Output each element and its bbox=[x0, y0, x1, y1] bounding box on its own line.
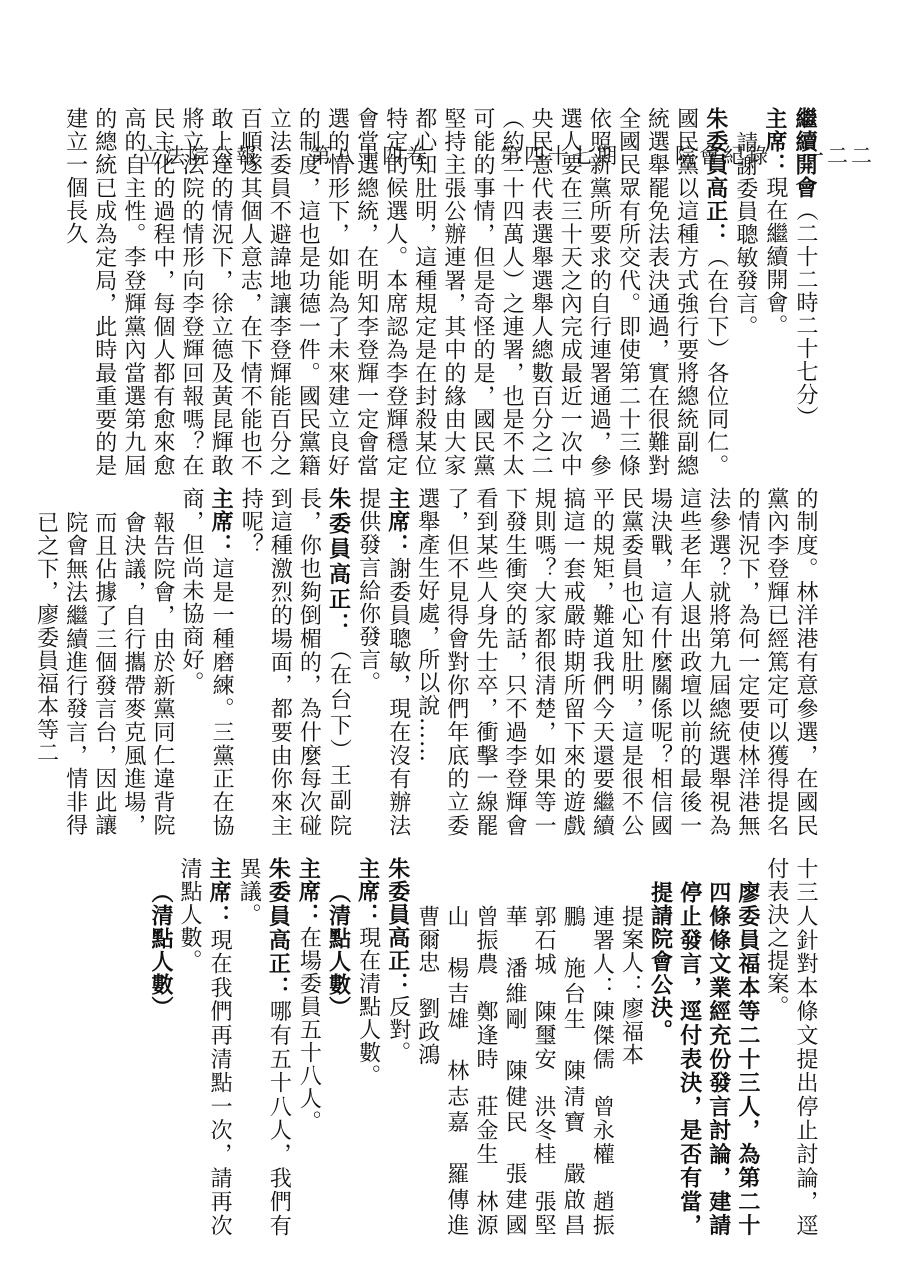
signatory-name: 曾永權 bbox=[589, 1095, 615, 1191]
signatory-name: 曹爾忠 bbox=[414, 905, 440, 998]
speech-text: 謝委員聰敏，現在沒有辦法提供發言給你發言。 bbox=[355, 487, 411, 838]
signatory-name: 趙振鵬 bbox=[560, 905, 615, 1238]
signatory-list bbox=[413, 857, 617, 1261]
speech-text: （二十二時二十七分） bbox=[793, 199, 818, 429]
motion-text: 廖委員福本等二十三人，為第二十四條條文業經充份發言討論，建請停止發言，逕付表決，是否有當，提請院會公決。 bbox=[647, 881, 761, 1237]
record-paragraph: 報告院會，由於新黨同仁違背院會決議，自行攜帶麥克風進場，而且佔據了三個發言台，因此讓院會無法繼續進行發言，情非得已之下，廖委員福本等二 bbox=[33, 511, 175, 837]
signatory-name: 張建國 bbox=[502, 1162, 528, 1261]
signatory-name: 施台生 bbox=[560, 956, 586, 1060]
speech-paragraph bbox=[760, 107, 790, 477]
signatory-name: 洪冬桂 bbox=[531, 1095, 557, 1191]
signatory-name: 林志嘉 bbox=[443, 1059, 469, 1163]
speech-text: （在台下）各位同仁。國民黨以這種方式強行要將總統副總統選舉罷免法表決通過，實在很難對全國民眾有所交代。即使第二十三條依照新黨所要求的自行連署通過，參選人要在三十天之內完成最近一次中央民意代表選舉選舉人總數百分之二（約二十四萬人）之連署，也是不太可能的事情，但是奇怪的是，國民黨堅持主張公辦連署，其中的緣由大家都心知肚明，這種規定是在封殺某位特定的候選人。本席認為李登輝穩定會當選總統，在明知李登輝一定會當選的情形下，如能為了未來建立良好的制度，這也是功德一件。國民黨籍立法委員不避諱地讓李登輝能百分之百順遂其個人意志，在下情不能也不敢上達的情況下，徐立德及黃昆輝敢將立法院的情形向李登輝回報嗎？在民主化的過程中，每個人都有愈來愈高的自主性。李登輝黨內當選第九屆的總統已成為定局，此時最重要的是建立一個長久 bbox=[62, 107, 729, 478]
speech-text: 這是一種磨練。三黨正在協商，但尚未協商好。 bbox=[179, 487, 235, 838]
text-column-3 bbox=[95, 857, 820, 1261]
section-label: 院會紀錄 bbox=[675, 144, 771, 168]
gazette-title: 立法院公報 bbox=[140, 144, 260, 168]
speaker-label: 主席： bbox=[761, 107, 788, 176]
text-column-2 bbox=[33, 487, 820, 838]
speech-paragraph bbox=[353, 857, 383, 1237]
signatory-name: 嚴啟昌 bbox=[560, 1162, 586, 1261]
speaker-label: 朱委員高正： bbox=[325, 487, 352, 638]
speaker-label: 朱委員高正： bbox=[702, 107, 729, 246]
signatory-name: 郭石城 bbox=[531, 905, 557, 1001]
signatory-name: 羅傳進 bbox=[443, 1162, 469, 1261]
speech-paragraph bbox=[790, 107, 820, 477]
text-column-1 bbox=[62, 107, 820, 478]
speech-text: 在場委員五十八人。 bbox=[296, 926, 322, 1133]
record-paragraph: （清點人數） bbox=[147, 881, 174, 1020]
speech-text: 哪有五十八人，我們有異議。 bbox=[236, 857, 292, 1238]
record-paragraph: 的制度。林洋港有意參選，在國民黨內李登輝已經篤定可以獲得提名的情況下，為何一定要使林洋港無法參選？就將第九屆總統選舉視為這些老年人退出政壇以前的最後一場決戰，這有什麼關係呢？相信國民黨委員也心知肚明，這是很不公平的規矩，難道我們今天還要繼續搞這一套戒嚴時期所留下來的遊戲規則嗎？大家都很清楚，如果等一下發生衝突的話，只不過李登輝會看到某些人身先士卒，衝擊一線罷了，但不見得會對你們年底的立委選舉產生好處，所以說…… bbox=[414, 487, 818, 837]
record-paragraph: 請謝委員聰敏發言。 bbox=[732, 131, 758, 339]
signatory-role: 提案人： bbox=[618, 905, 644, 998]
speech-paragraph bbox=[383, 857, 413, 1237]
speech-paragraph bbox=[293, 857, 323, 1237]
signatory-name: 鄭逢時 bbox=[472, 1000, 498, 1096]
issue-label: 第四十七期 bbox=[500, 144, 620, 168]
speaker-label: 主席： bbox=[208, 487, 235, 558]
signatory-name: 陳清寶 bbox=[560, 1059, 586, 1163]
signatory-name: 林源山 bbox=[443, 905, 498, 1238]
signatory-role: 連署人： bbox=[589, 905, 615, 1001]
speaker-label: 主席： bbox=[354, 857, 381, 926]
speech-paragraph bbox=[177, 487, 236, 837]
speech-paragraph bbox=[175, 857, 234, 1237]
signatory-name: 陳健民 bbox=[502, 1059, 528, 1163]
speaker-label: 朱委員高正： bbox=[384, 857, 411, 995]
signatory-name: 陳璽安 bbox=[531, 1000, 557, 1096]
signatory-name: 曾振農 bbox=[472, 905, 498, 1001]
signatory-name: 楊吉雄 bbox=[443, 956, 469, 1060]
signatory-name: 張堅華 bbox=[502, 905, 557, 1238]
speech-text: 反對。 bbox=[385, 995, 411, 1064]
speech-text: 現在繼續開會。 bbox=[762, 176, 788, 337]
record-paragraph: 十三人針對本條文提出停止討論，逕付表決之提案。 bbox=[763, 857, 818, 1237]
speaker-label: 繼續開會 bbox=[792, 107, 818, 199]
speaker-label: 主席： bbox=[384, 487, 411, 558]
speaker-label: 主席： bbox=[206, 857, 233, 929]
volume-label: 第八十四卷 bbox=[310, 144, 430, 168]
speech-paragraph bbox=[236, 487, 353, 837]
signatory-name: 莊金生 bbox=[472, 1095, 498, 1191]
signatory-list bbox=[616, 857, 645, 1237]
record-paragraph: （清點人數） bbox=[325, 881, 352, 1020]
speech-paragraph bbox=[234, 857, 293, 1237]
speaker-label: 主席： bbox=[295, 857, 322, 926]
page-number: 一二二 bbox=[803, 144, 875, 168]
speaker-label: 朱委員高正： bbox=[265, 857, 292, 1000]
signatory-name: 潘維剛 bbox=[502, 956, 528, 1060]
signatory-name: 劉政鴻 bbox=[414, 997, 440, 1090]
speech-text: 現在清點人數。 bbox=[355, 926, 381, 1087]
speech-text: 現在我們再清點一次，請再次清點人數。 bbox=[177, 857, 233, 1238]
signatory-name: 陳傑儒 bbox=[589, 1000, 615, 1096]
speech-paragraph bbox=[61, 107, 731, 477]
speech-text: （在台下）王副院長，你也夠倒楣的，為什麼每次碰到這種激烈的場面，都要由你來主持呢？ bbox=[238, 487, 352, 838]
signatory-name: 廖福本 bbox=[618, 997, 644, 1090]
speech-paragraph bbox=[354, 487, 413, 837]
